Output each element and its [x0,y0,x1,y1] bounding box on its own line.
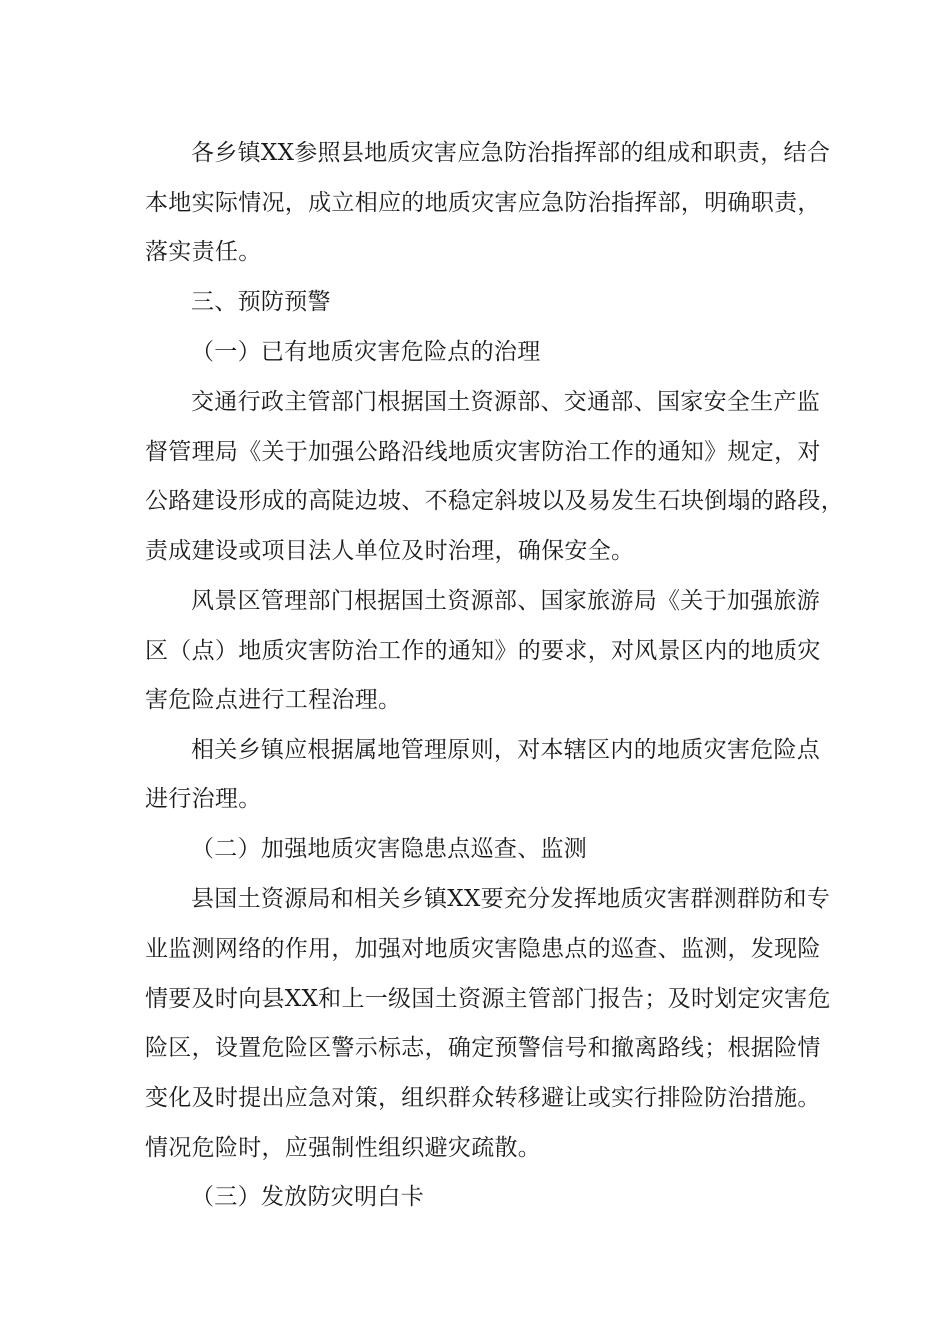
paragraph-5-line-1: 县国土资源局和相关乡镇XX要充分发挥地质灾害群测群防和专 [191,886,831,912]
paragraph-3-line-2: 区（点）地质灾害防治工作的通知》的要求，对风景区内的地质灾 [145,638,821,664]
paragraph-2-line-4: 责成建设或项目法人单位及时治理，确保安全。 [145,538,635,564]
paragraph-5-line-4: 险区，设置危险区警示标志，确定预警信号和撤离路线；根据险情 [145,1035,821,1061]
paragraph-1-line-3: 落实责任。 [145,239,262,265]
paragraph-1-line-2: 本地实际情况，成立相应的地质灾害应急防治指挥部，明确职责， [145,190,821,216]
subheading-2: （二）加强地质灾害隐患点巡查、监测 [191,836,588,862]
paragraph-3-line-1: 风景区管理部门根据国土资源部、国家旅游局《关于加强旅游 [191,588,821,614]
section-heading-prevention: 三、预防预警 [191,289,331,315]
paragraph-4-line-1: 相关乡镇应根据属地管理原则，对本辖区内的地质灾害危险点 [191,737,821,763]
paragraph-2-line-3: 公路建设形成的高陡边坡、不稳定斜坡以及易发生石块倒塌的路段， [145,488,844,514]
paragraph-3-line-3: 害危险点进行工程治理。 [145,687,402,713]
paragraph-5-line-5: 变化及时提出应急对策，组织群众转移避让或实行排险防治措施。 [145,1085,821,1111]
paragraph-5-line-3: 情要及时向县XX和上一级国土资源主管部门报告；及时划定灾害危 [145,986,831,1012]
paragraph-1-line-1: 各乡镇XX参照县地质灾害应急防治指挥部的组成和职责，结合 [191,140,831,166]
paragraph-2-line-1: 交通行政主管部门根据国土资源部、交通部、国家安全生产监 [191,389,821,415]
subheading-3: （三）发放防灾明白卡 [191,1184,424,1210]
paragraph-5-line-2: 业监测网络的作用，加强对地质灾害隐患点的巡查、监测，发现险 [145,936,821,962]
paragraph-4-line-2: 进行治理。 [145,786,262,812]
paragraph-5-line-6: 情况危险时，应强制性组织避灾疏散。 [145,1135,542,1161]
paragraph-2-line-2: 督管理局《关于加强公路沿线地质灾害防治工作的通知》规定，对 [145,439,821,465]
subheading-1: （一）已有地质灾害危险点的治理 [191,339,541,365]
